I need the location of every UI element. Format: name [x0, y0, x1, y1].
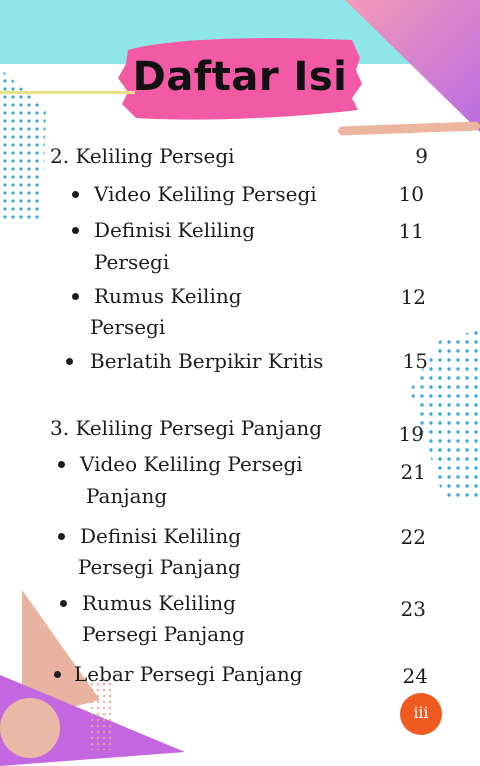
bullet-icon — [72, 227, 79, 234]
page-number: 24 — [402, 664, 428, 688]
toc-item-continuation: Panjang — [86, 484, 168, 508]
toc-item: Video Keliling Persegi — [94, 182, 317, 206]
section-heading: 2. Keliling Persegi — [50, 144, 235, 168]
toc-item-continuation: Persegi Panjang — [82, 622, 245, 646]
page-number-badge: iii — [400, 693, 442, 735]
bullet-icon — [58, 461, 65, 468]
bullet-icon — [54, 671, 61, 678]
toc-item: Berlatih Berpikir Kritis — [90, 349, 324, 373]
toc-item: Lebar Persegi Panjang — [74, 662, 303, 686]
toc-item-continuation: Persegi — [94, 250, 170, 274]
bullet-icon — [72, 293, 79, 300]
page-number: 11 — [398, 219, 424, 243]
toc-item: Definisi Keliling — [94, 218, 256, 242]
bullet-icon — [58, 533, 65, 540]
page-number: 23 — [400, 597, 426, 621]
bullet-icon — [60, 600, 67, 607]
page-number: 19 — [398, 422, 424, 446]
section-heading: 3. Keliling Persegi Panjang — [50, 416, 323, 440]
toc-item: Video Keliling Persegi — [80, 452, 303, 476]
toc-item-continuation: Persegi Panjang — [78, 555, 241, 579]
page-number: 10 — [398, 182, 424, 206]
toc-item-continuation: Persegi — [90, 315, 166, 339]
toc-item: Rumus Keiling — [94, 284, 242, 308]
bullet-icon — [66, 358, 73, 365]
toc-item: Definisi Keliling — [80, 524, 242, 548]
page-number: 15 — [402, 349, 428, 373]
page-number: 21 — [400, 460, 426, 484]
toc-item: Rumus Keliling — [82, 591, 236, 615]
page-number: 12 — [400, 285, 426, 309]
page-number: 22 — [400, 525, 426, 549]
page-number: 9 — [415, 144, 428, 168]
bullet-icon — [72, 191, 79, 198]
page-title: Daftar Isi — [132, 54, 348, 100]
